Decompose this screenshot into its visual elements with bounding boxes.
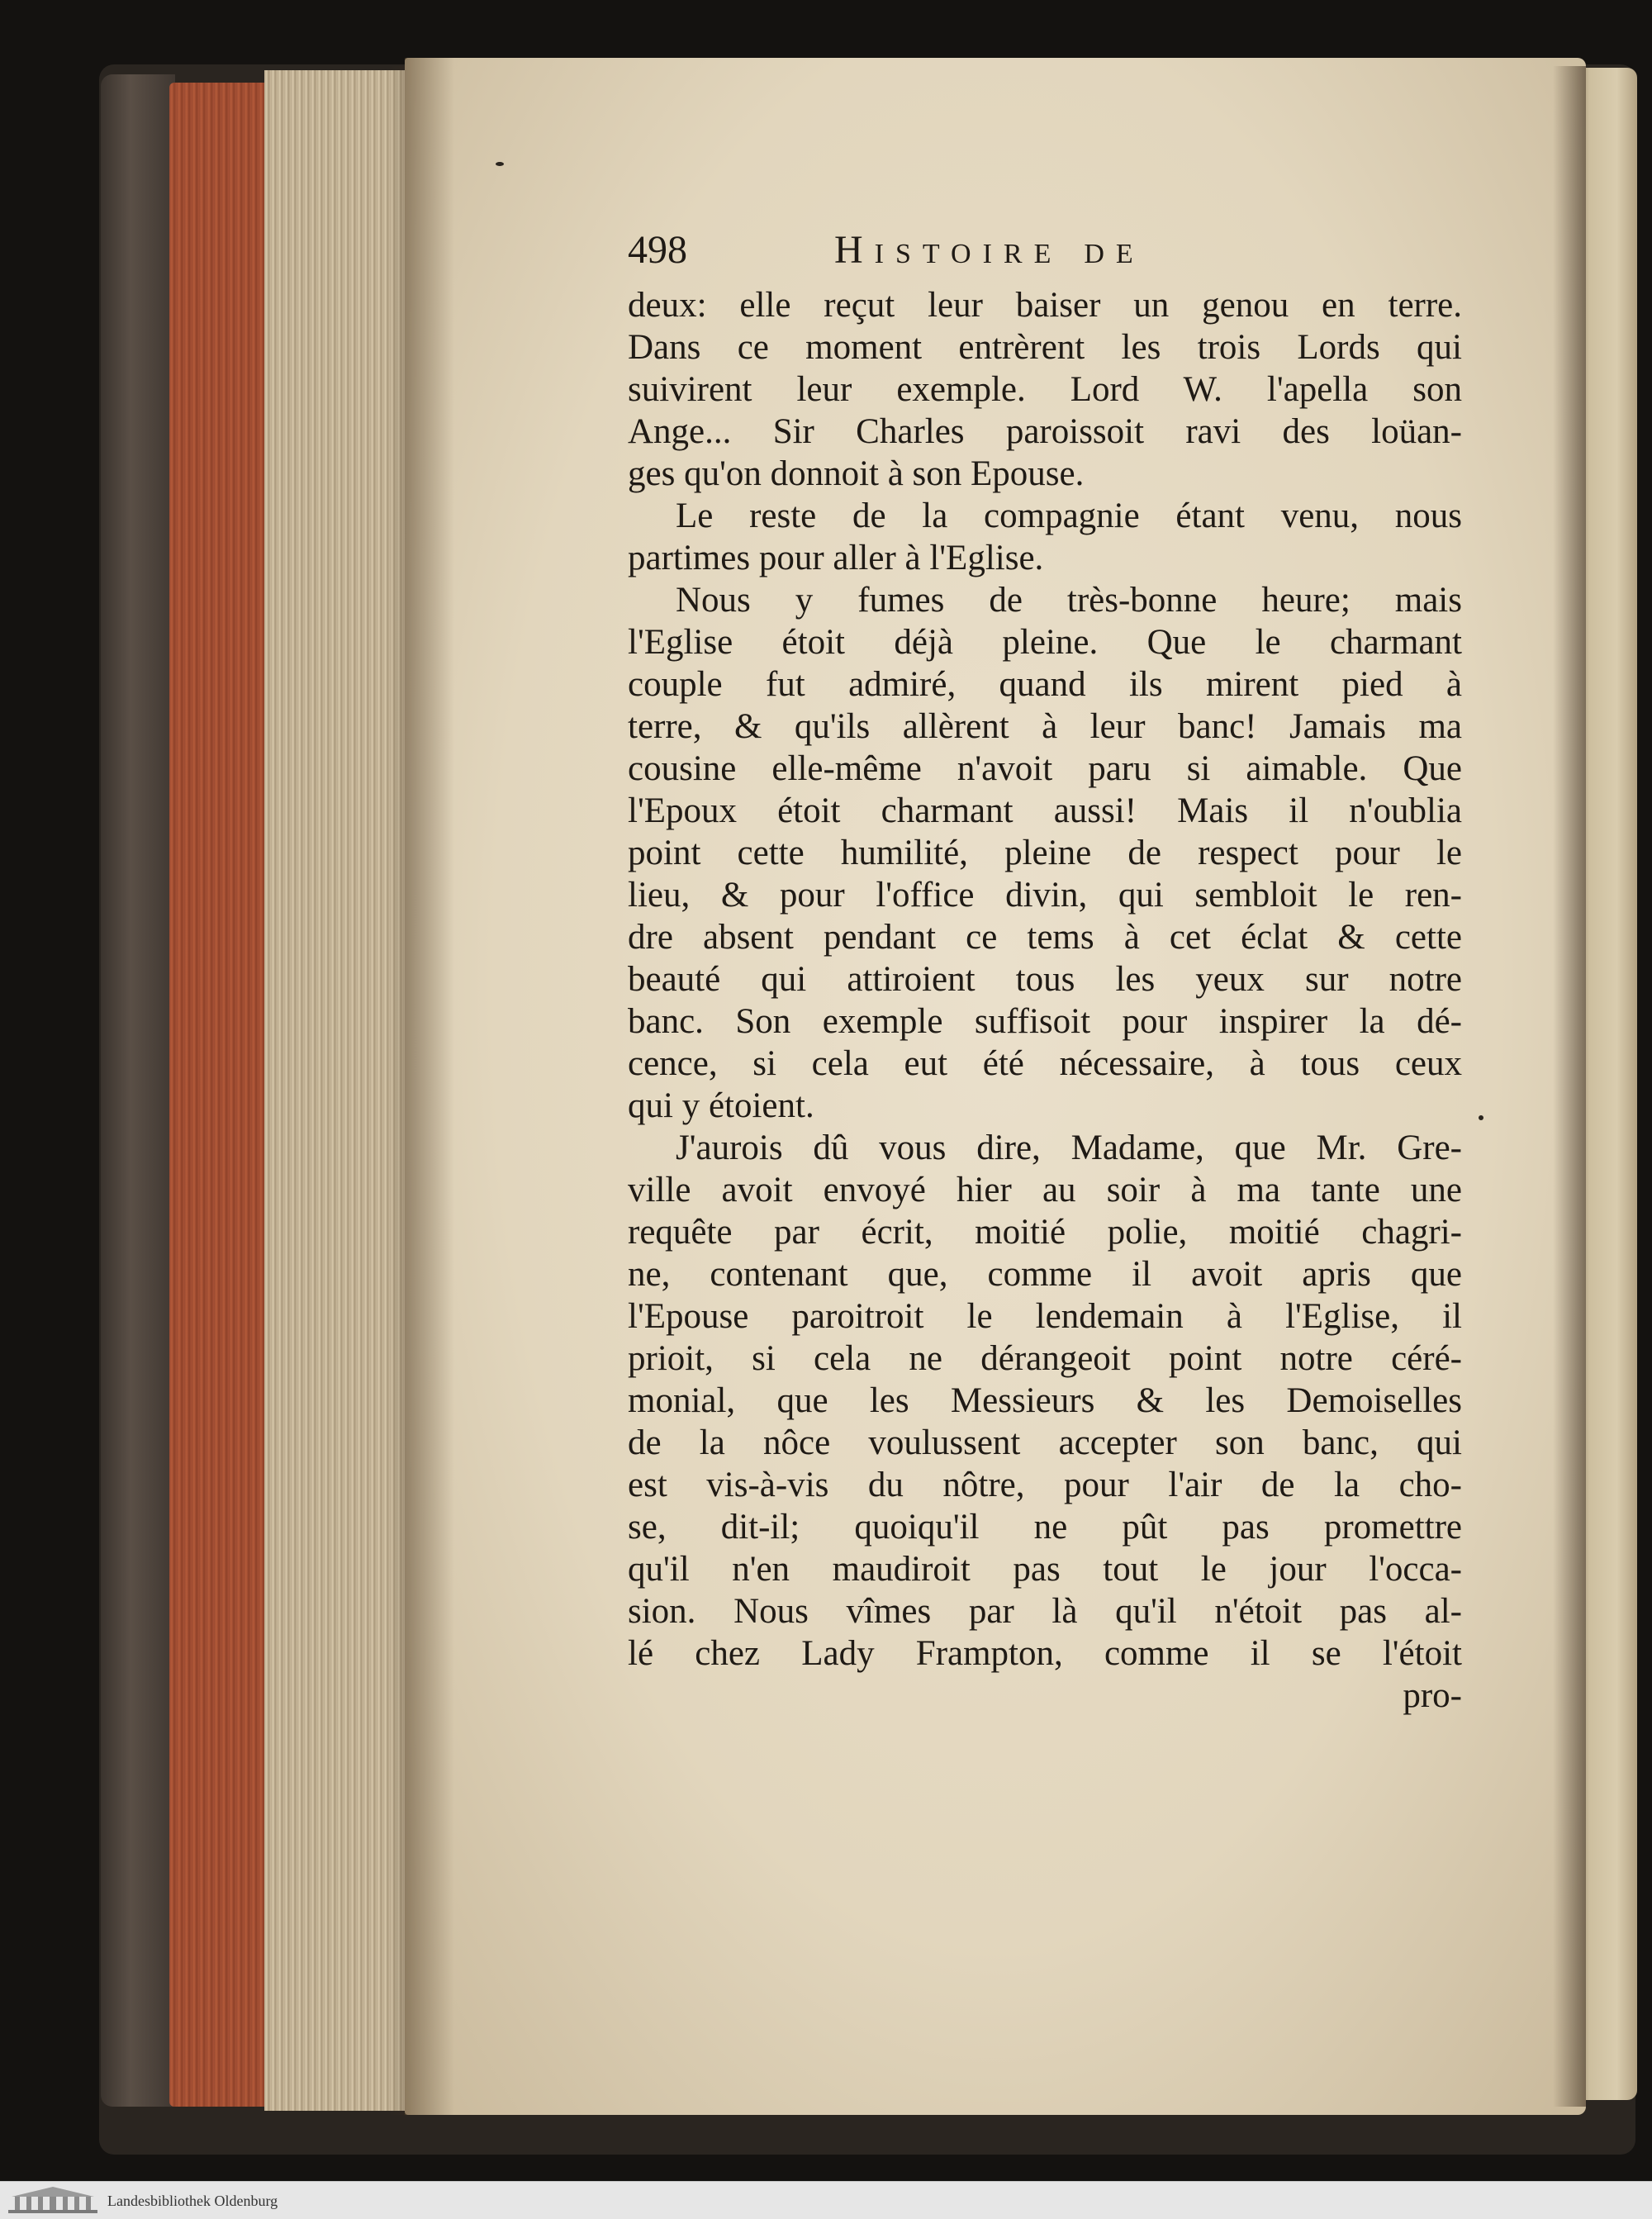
text-line: banc. Son exemple suffisoit pour inspirer la dé- — [628, 1002, 1462, 1041]
text-line: dre absent pendant ce tems à cet éclat & cette — [628, 918, 1462, 957]
text-line: ne, contenant que, comme il avoit apris que — [628, 1255, 1462, 1294]
text-line: Le reste de la compagnie étant venu, nous — [676, 497, 1462, 535]
text-line: terre, & qu'ils allèrent à leur banc! Jamais ma — [628, 707, 1462, 746]
ink-speck — [496, 162, 504, 166]
text-line: cence, si cela eut été nécessaire, à tous ceux — [628, 1044, 1462, 1083]
text-line: prioit, si cela ne dérangeoit point notre céré- — [628, 1339, 1462, 1378]
text-line: l'Eglise étoit déjà pleine. Que le charmant — [628, 623, 1462, 662]
text-line: de la nôce voulussent accepter son banc, qui — [628, 1423, 1462, 1462]
text-line: l'Epoux étoit charmant aussi! Mais il n'oublia — [628, 791, 1462, 830]
footer-bar — [0, 2181, 1652, 2219]
text-line: J'aurois dû vous dire, Madame, que Mr. Gre- — [676, 1129, 1462, 1167]
page-block-red-edge — [169, 83, 268, 2107]
text-line: Ange... Sir Charles paroissoit ravi des loüan- — [628, 412, 1462, 451]
text-line: partimes pour aller à l'Eglise. — [628, 539, 1044, 577]
library-logo-icon — [7, 2185, 99, 2217]
text-line: ges qu'on donnoit à son Epouse. — [628, 454, 1085, 493]
page-gutter-shadow — [405, 58, 454, 2115]
text-line: ville avoit envoyé hier au soir à ma tante une — [628, 1171, 1462, 1209]
page-header — [628, 225, 1462, 276]
book-spine-edge — [101, 74, 175, 2107]
running-head: Histoire de — [834, 228, 1145, 272]
text-line: Nous y fumes de très-bonne heure; mais — [676, 581, 1462, 620]
text-line: couple fut admiré, quand ils mirent pied à — [628, 665, 1462, 704]
page-number: 498 — [628, 228, 687, 272]
text-line: sion. Nous vîmes par là qu'il n'étoit pas al- — [628, 1592, 1462, 1631]
text-line: lieu, & pour l'office divin, qui sembloit le ren- — [628, 876, 1462, 915]
text-line: point cette humilité, pleine de respect pour le — [628, 834, 1462, 872]
library-name: Landesbibliothek Oldenburg — [107, 2193, 278, 2209]
ink-speck — [1479, 1115, 1483, 1120]
text-line: se, dit-il; quoiqu'il ne pût pas promettre — [628, 1508, 1462, 1547]
text-line: deux: elle reçut leur baiser un genou en terre. — [628, 286, 1462, 325]
text-line: cousine elle-même n'avoit paru si aimable. Que — [628, 749, 1462, 788]
text-line: monial, que les Messieurs & les Demoiselles — [628, 1381, 1462, 1420]
text-line: qu'il n'en maudiroit pas tout le jour l'occa- — [628, 1550, 1462, 1589]
text-line: beauté qui attiroient tous les yeux sur notre — [628, 960, 1462, 999]
text-line: lé chez Lady Frampton, comme il se l'étoit — [628, 1634, 1462, 1673]
text-line: requête par écrit, moitié polie, moitié chagri- — [628, 1213, 1462, 1252]
text-line: l'Epouse paroitroit le lendemain à l'Eglise, il — [628, 1297, 1462, 1336]
text-line: est vis-à-vis du nôtre, pour l'air de la cho- — [628, 1466, 1462, 1504]
text-line: qui y étoient. — [628, 1086, 814, 1125]
right-gutter-shadow — [1553, 66, 1586, 2107]
catchword: pro- — [1403, 1676, 1462, 1715]
text-line: Dans ce moment entrèrent les trois Lords qui — [628, 328, 1462, 367]
text-line: suivirent leur exemple. Lord W. l'apella son — [628, 370, 1462, 409]
body-text — [628, 284, 1462, 1717]
